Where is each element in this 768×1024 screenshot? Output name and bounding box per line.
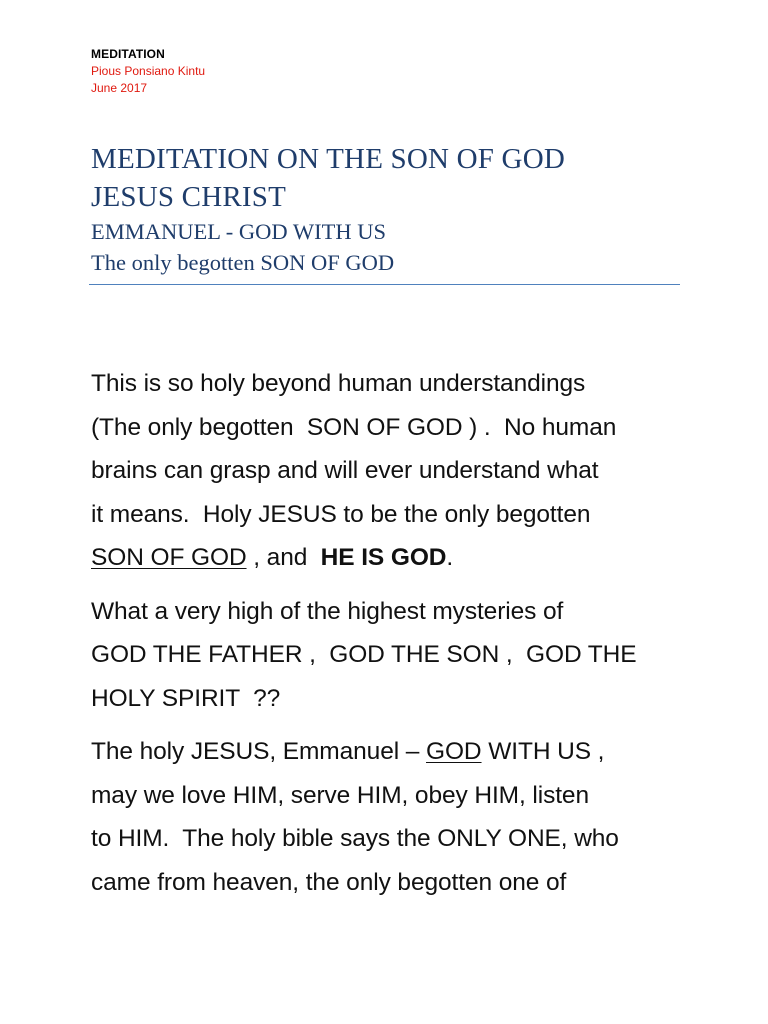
- paragraph-3-line-3: to HIM. The holy bible says the ONLY ONE, who: [91, 825, 619, 852]
- paragraph-2-line-2: GOD THE FATHER , GOD THE SON , GOD THE: [91, 641, 637, 668]
- paragraph-1: [91, 362, 701, 580]
- subtitle-line-1: EMMANUEL - GOD WITH US: [91, 219, 386, 244]
- paragraph-2-line-3: HOLY SPIRIT ??: [91, 684, 281, 712]
- underlined-god: GOD: [426, 738, 482, 765]
- document-body: [91, 362, 701, 914]
- bold-he-is-god: HE IS GOD: [320, 544, 447, 571]
- page-title-line-2: JESUS CHRIST: [91, 181, 286, 213]
- page-title-line-1: MEDITATION ON THE SON OF GOD: [91, 143, 565, 175]
- paragraph-3-line-4: came from heaven, the only begotten one of: [91, 868, 567, 896]
- paragraph-3-line-1: [91, 730, 701, 774]
- document-header: [91, 46, 651, 97]
- paragraph-3-line-2: may we love HIM, serve HIM, obey HIM, listen: [91, 781, 589, 809]
- paragraph-1-line-5-mid: , and: [246, 544, 321, 571]
- paragraph-3-line-1-end: WITH US ,: [481, 738, 605, 765]
- paragraph-1-line-5: [91, 536, 701, 580]
- subtitle-line-2: The only begotten SON OF GOD: [91, 250, 395, 275]
- paragraph-1-line-1: This is so holy beyond human understandings: [91, 370, 586, 397]
- paragraph-1-line-3: brains can grasp and will ever understand what: [91, 457, 599, 484]
- paragraph-3-line-1-start: The holy JESUS, Emmanuel –: [91, 738, 427, 765]
- header-date: June 2017: [91, 81, 148, 95]
- paragraph-1-line-2: (The only begotten SON OF GOD ) . No human: [91, 413, 617, 441]
- title-divider: [89, 284, 680, 285]
- paragraph-2: [91, 590, 701, 721]
- paragraph-2-line-1: What a very high of the highest mysteries of: [91, 597, 564, 625]
- header-author: Pious Ponsiano Kintu: [91, 64, 206, 78]
- title-block: [91, 140, 681, 278]
- paragraph-1-line-4: it means. Holy JESUS to be the only begotten: [91, 500, 591, 528]
- header-label: MEDITATION: [91, 47, 165, 61]
- paragraph-1-line-5-end: .: [446, 544, 454, 571]
- underlined-son-of-god: SON OF GOD: [91, 544, 247, 571]
- paragraph-3: [91, 730, 701, 904]
